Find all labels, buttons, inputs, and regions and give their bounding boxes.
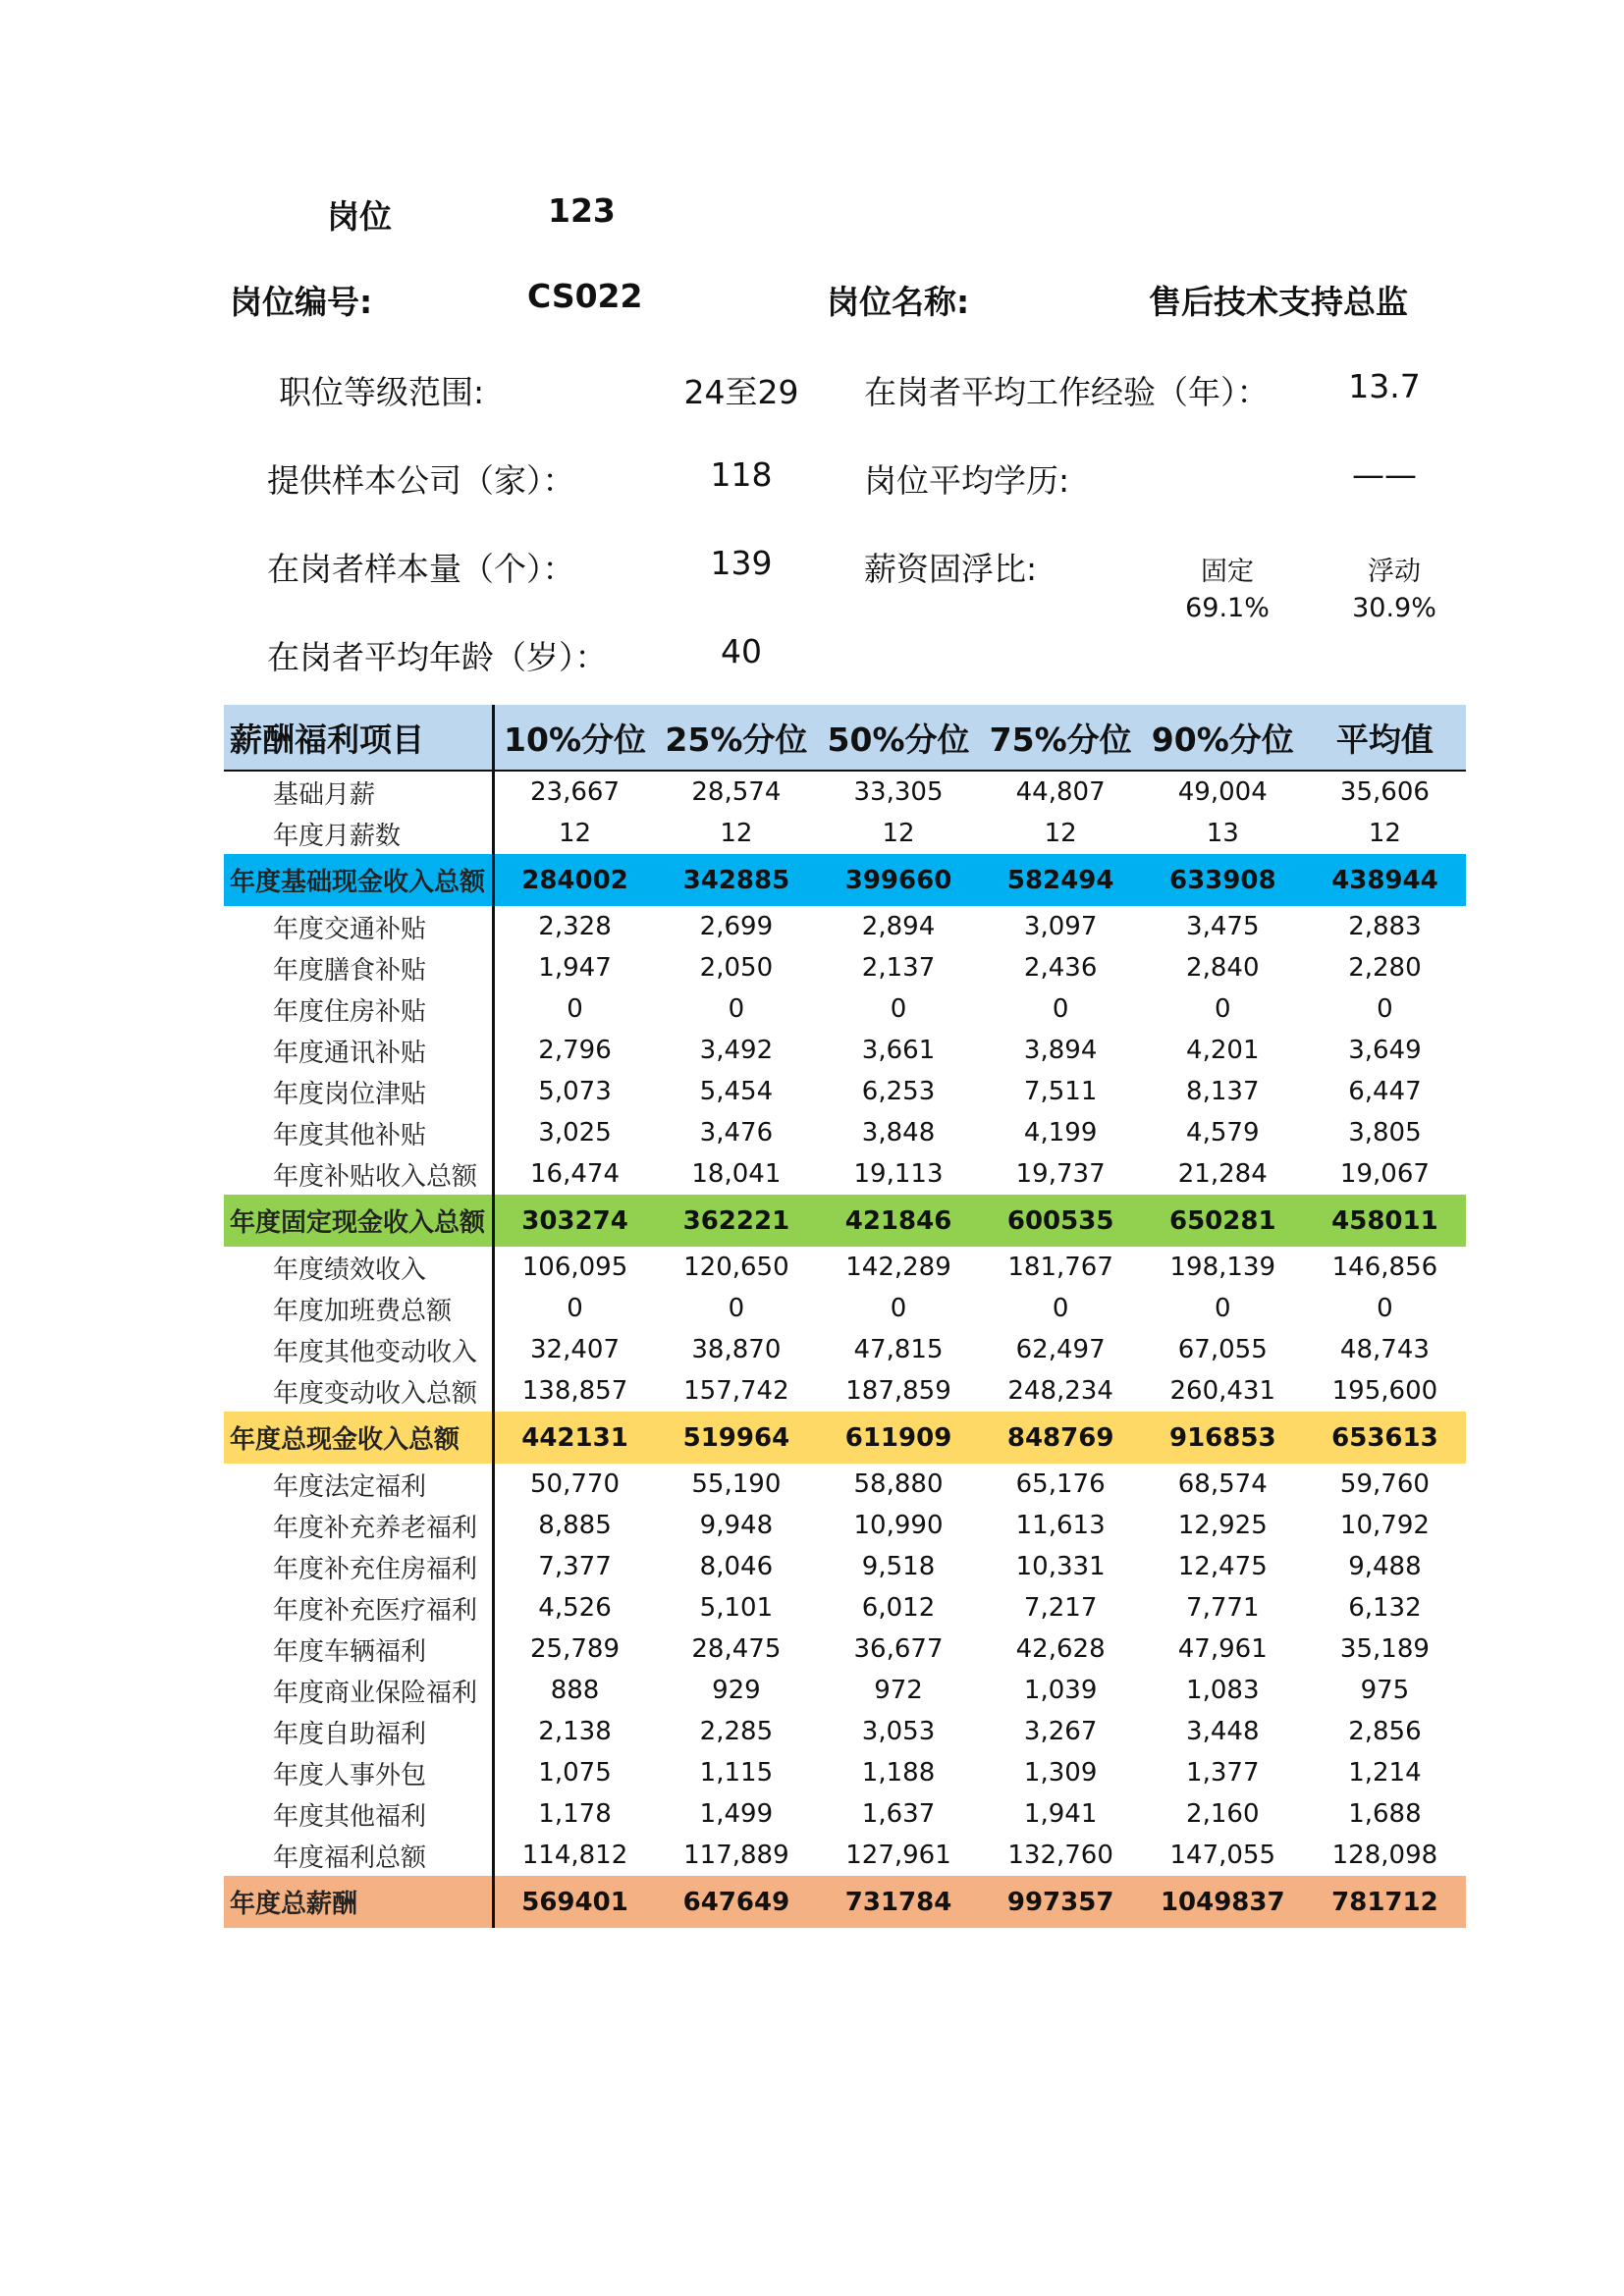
- row-value: 157,742: [683, 1376, 789, 1406]
- row-value: 1,947: [538, 953, 612, 983]
- row-label: 年度固定现金收入总额: [224, 1195, 493, 1247]
- row-value: 21,284: [1177, 1159, 1268, 1189]
- avg-education-label: 岗位平均学历:: [864, 461, 1070, 500]
- row-label: 年度通讯补贴: [224, 1030, 493, 1071]
- row-value: 2,856: [1348, 1717, 1422, 1746]
- row-value: 848769: [1006, 1422, 1114, 1453]
- row-value: 8,046: [699, 1552, 774, 1581]
- row-value: 147,055: [1169, 1841, 1276, 1870]
- position-code-value: CS022: [527, 277, 643, 315]
- row-value: 42,628: [1015, 1634, 1106, 1664]
- row-value: 9,488: [1348, 1552, 1422, 1581]
- position-name-value: 售后技术支持总监: [1149, 283, 1408, 321]
- row-value: 3,025: [538, 1118, 612, 1148]
- row-value: 3,848: [861, 1118, 936, 1148]
- row-value: 3,097: [1023, 912, 1098, 941]
- row-value: 0: [1377, 1294, 1393, 1323]
- row-value: 731784: [844, 1887, 952, 1917]
- header-p75: 75%分位: [980, 705, 1142, 771]
- row-label: 年度人事外包: [224, 1752, 493, 1793]
- row-value: 421846: [844, 1205, 952, 1236]
- row-value: 1,377: [1186, 1758, 1260, 1788]
- row-value: 50,770: [530, 1469, 620, 1499]
- row-value: 5,073: [538, 1077, 612, 1106]
- row-value: 1,309: [1023, 1758, 1098, 1788]
- row-value: 438944: [1331, 865, 1438, 895]
- table-row: [224, 947, 1466, 988]
- row-value: 32,407: [530, 1335, 620, 1364]
- row-label: 年度月薪数: [224, 813, 493, 854]
- table-row: [224, 1587, 1466, 1629]
- row-value: 195,600: [1331, 1376, 1438, 1406]
- total-row: [224, 1412, 1466, 1464]
- row-value: 0: [1052, 1294, 1069, 1323]
- row-value: 1049837: [1160, 1887, 1285, 1917]
- row-value: 0: [728, 994, 745, 1024]
- row-value: 10,990: [853, 1511, 944, 1540]
- row-value: 8,137: [1186, 1077, 1260, 1106]
- table-row: [224, 1464, 1466, 1505]
- row-label: 年度岗位津贴: [224, 1071, 493, 1112]
- row-value: 12,925: [1177, 1511, 1268, 1540]
- grade-range-value: 24至29: [683, 373, 799, 411]
- row-value: 1,188: [861, 1758, 936, 1788]
- salary-table: [224, 705, 1466, 1928]
- sample-companies-label: 提供样本公司（家）：: [267, 461, 575, 500]
- row-value: 1,115: [699, 1758, 774, 1788]
- row-value: 916853: [1168, 1422, 1276, 1453]
- row-label: 年度补充医疗福利: [224, 1587, 493, 1629]
- position-name-label: 岗位名称:: [827, 283, 970, 321]
- row-value: 2,138: [538, 1717, 612, 1746]
- row-value: 25,789: [530, 1634, 620, 1664]
- table-row: [224, 1505, 1466, 1546]
- sample-companies-value: 118: [710, 455, 773, 494]
- row-value: 55,190: [691, 1469, 782, 1499]
- table-row: [224, 1370, 1466, 1412]
- fixed-label: 固定: [1201, 557, 1254, 587]
- row-value: 3,476: [699, 1118, 774, 1148]
- row-value: 1,637: [861, 1799, 936, 1829]
- row-value: 650281: [1168, 1205, 1276, 1236]
- row-label: 年度补充住房福利: [224, 1546, 493, 1587]
- row-value: 3,805: [1348, 1118, 1422, 1148]
- row-label: 年度变动收入总额: [224, 1370, 493, 1412]
- row-label: 年度其他补贴: [224, 1112, 493, 1153]
- position-code-label: 岗位编号:: [230, 283, 373, 321]
- row-value: 142,289: [845, 1253, 951, 1282]
- row-value: 12,475: [1177, 1552, 1268, 1581]
- row-value: 3,661: [861, 1036, 936, 1065]
- row-value: 16,474: [530, 1159, 620, 1189]
- row-label: 基础月薪: [224, 771, 493, 813]
- row-value: 3,475: [1186, 912, 1260, 941]
- row-value: 2,699: [699, 912, 774, 941]
- row-value: 12: [558, 819, 592, 848]
- row-value: 582494: [1006, 865, 1114, 895]
- grade-range-label: 职位等级范围:: [279, 373, 485, 411]
- row-value: 2,160: [1186, 1799, 1260, 1829]
- row-label: 年度加班费总额: [224, 1288, 493, 1329]
- table-row: [224, 1247, 1466, 1288]
- row-value: 1,075: [538, 1758, 612, 1788]
- row-label: 年度车辆福利: [224, 1629, 493, 1670]
- row-value: 117,889: [683, 1841, 789, 1870]
- row-label: 年度法定福利: [224, 1464, 493, 1505]
- float-label: 浮动: [1368, 557, 1421, 587]
- table-row: [224, 813, 1466, 854]
- table-row: [224, 1112, 1466, 1153]
- row-value: 284002: [521, 865, 628, 895]
- row-value: 181,767: [1007, 1253, 1113, 1282]
- row-value: 0: [567, 994, 583, 1024]
- row-value: 132,760: [1007, 1841, 1113, 1870]
- row-value: 1,688: [1348, 1799, 1422, 1829]
- table-row: [224, 1629, 1466, 1670]
- avg-experience-value: 13.7: [1348, 367, 1421, 405]
- row-value: 2,796: [538, 1036, 612, 1065]
- row-value: 3,649: [1348, 1036, 1422, 1065]
- row-value: 399660: [844, 865, 952, 895]
- row-value: 4,526: [538, 1593, 612, 1623]
- row-value: 2,840: [1186, 953, 1260, 983]
- row-label: 年度总现金收入总额: [224, 1412, 493, 1464]
- row-value: 519964: [682, 1422, 790, 1453]
- row-value: 888: [550, 1676, 600, 1705]
- row-value: 0: [1377, 994, 1393, 1024]
- row-label: 年度商业保险福利: [224, 1670, 493, 1711]
- row-value: 303274: [521, 1205, 628, 1236]
- row-value: 4,199: [1023, 1118, 1098, 1148]
- header-p10: 10%分位: [493, 705, 655, 771]
- row-label: 年度住房补贴: [224, 988, 493, 1030]
- position-value: 123: [548, 191, 616, 230]
- row-value: 47,961: [1177, 1634, 1268, 1664]
- row-value: 569401: [521, 1887, 628, 1917]
- row-value: 62,497: [1015, 1335, 1106, 1364]
- float-value: 30.9%: [1352, 593, 1436, 623]
- row-value: 1,178: [538, 1799, 612, 1829]
- row-value: 1,039: [1023, 1676, 1098, 1705]
- row-value: 7,511: [1023, 1077, 1098, 1106]
- row-label: 年度其他福利: [224, 1793, 493, 1835]
- row-value: 7,377: [538, 1552, 612, 1581]
- row-value: 0: [890, 1294, 907, 1323]
- row-value: 10,792: [1339, 1511, 1430, 1540]
- row-value: 458011: [1331, 1205, 1438, 1236]
- table-row: [224, 906, 1466, 947]
- row-value: 9,948: [699, 1511, 774, 1540]
- row-value: 653613: [1331, 1422, 1438, 1453]
- row-value: 0: [1052, 994, 1069, 1024]
- total-row: [224, 1876, 1466, 1928]
- header-p50: 50%分位: [817, 705, 979, 771]
- row-label: 年度福利总额: [224, 1835, 493, 1876]
- row-value: 1,941: [1023, 1799, 1098, 1829]
- row-value: 58,880: [853, 1469, 944, 1499]
- row-value: 12: [720, 819, 753, 848]
- row-value: 2,137: [861, 953, 936, 983]
- row-value: 28,475: [691, 1634, 782, 1664]
- row-value: 68,574: [1177, 1469, 1268, 1499]
- row-value: 59,760: [1339, 1469, 1430, 1499]
- row-value: 2,328: [538, 912, 612, 941]
- row-value: 12: [1044, 819, 1077, 848]
- header-p25: 25%分位: [655, 705, 817, 771]
- row-value: 2,285: [699, 1717, 774, 1746]
- row-value: 2,280: [1348, 953, 1422, 983]
- row-value: 6,132: [1348, 1593, 1422, 1623]
- row-value: 12: [882, 819, 915, 848]
- row-value: 781712: [1331, 1887, 1438, 1917]
- row-value: 342885: [682, 865, 790, 895]
- row-value: 997357: [1006, 1887, 1114, 1917]
- row-value: 647649: [682, 1887, 790, 1917]
- row-value: 19,737: [1015, 1159, 1106, 1189]
- row-value: 6,253: [861, 1077, 936, 1106]
- row-label: 年度补贴收入总额: [224, 1153, 493, 1195]
- row-value: 442131: [521, 1422, 628, 1453]
- table-header-row: [224, 705, 1466, 771]
- row-value: 35,189: [1339, 1634, 1430, 1664]
- row-value: 1,499: [699, 1799, 774, 1829]
- row-value: 0: [567, 1294, 583, 1323]
- row-value: 2,050: [699, 953, 774, 983]
- table-row: [224, 771, 1466, 813]
- row-value: 106,095: [521, 1253, 628, 1282]
- row-value: 128,098: [1331, 1841, 1438, 1870]
- row-value: 120,650: [683, 1253, 789, 1282]
- row-value: 3,448: [1186, 1717, 1260, 1746]
- row-value: 975: [1360, 1676, 1410, 1705]
- fixed-float-ratio-label: 薪资固浮比:: [864, 550, 1038, 588]
- row-value: 35,606: [1339, 777, 1430, 807]
- row-value: 11,613: [1015, 1511, 1106, 1540]
- row-value: 48,743: [1339, 1335, 1430, 1364]
- row-label: 年度总薪酬: [224, 1876, 493, 1928]
- row-value: 1,214: [1348, 1758, 1422, 1788]
- row-value: 23,667: [530, 777, 620, 807]
- row-value: 28,574: [691, 777, 782, 807]
- row-value: 362221: [682, 1205, 790, 1236]
- row-value: 0: [1214, 1294, 1231, 1323]
- row-label: 年度交通补贴: [224, 906, 493, 947]
- avg-experience-label: 在岗者平均工作经验（年）：: [864, 373, 1270, 411]
- position-label: 岗位: [327, 197, 392, 236]
- row-value: 600535: [1006, 1205, 1114, 1236]
- row-value: 67,055: [1177, 1335, 1268, 1364]
- row-value: 138,857: [521, 1376, 628, 1406]
- row-value: 5,454: [699, 1077, 774, 1106]
- row-value: 3,492: [699, 1036, 774, 1065]
- total-row: [224, 854, 1466, 906]
- row-value: 49,004: [1177, 777, 1268, 807]
- sample-size-label: 在岗者样本量（个）：: [267, 550, 575, 588]
- row-value: 38,870: [691, 1335, 782, 1364]
- row-value: 146,856: [1331, 1253, 1438, 1282]
- row-value: 633908: [1168, 865, 1276, 895]
- row-value: 9,518: [861, 1552, 936, 1581]
- table-row: [224, 1835, 1466, 1876]
- row-value: 44,807: [1015, 777, 1106, 807]
- row-value: 2,436: [1023, 953, 1098, 983]
- row-value: 248,234: [1007, 1376, 1113, 1406]
- header-average: 平均值: [1304, 705, 1466, 771]
- table-row: [224, 1329, 1466, 1370]
- row-value: 36,677: [853, 1634, 944, 1664]
- row-value: 114,812: [521, 1841, 628, 1870]
- row-label: 年度基础现金收入总额: [224, 854, 493, 906]
- row-value: 3,267: [1023, 1717, 1098, 1746]
- row-value: 8,885: [538, 1511, 612, 1540]
- table-row: [224, 1546, 1466, 1587]
- row-value: 12: [1368, 819, 1401, 848]
- row-value: 10,331: [1015, 1552, 1106, 1581]
- row-value: 187,859: [845, 1376, 951, 1406]
- row-value: 260,431: [1169, 1376, 1276, 1406]
- row-value: 19,067: [1339, 1159, 1430, 1189]
- row-label: 年度自助福利: [224, 1711, 493, 1752]
- table-row: [224, 1670, 1466, 1711]
- row-value: 127,961: [845, 1841, 951, 1870]
- total-row: [224, 1195, 1466, 1247]
- row-value: 47,815: [853, 1335, 944, 1364]
- row-value: 611909: [844, 1422, 952, 1453]
- row-value: 0: [728, 1294, 745, 1323]
- row-value: 4,201: [1186, 1036, 1260, 1065]
- row-value: 198,139: [1169, 1253, 1276, 1282]
- row-value: 1,083: [1186, 1676, 1260, 1705]
- header-item: 薪酬福利项目: [224, 705, 493, 771]
- row-value: 0: [1214, 994, 1231, 1024]
- row-label: 年度其他变动收入: [224, 1329, 493, 1370]
- avg-education-value: ——: [1352, 455, 1417, 494]
- table-row: [224, 1711, 1466, 1752]
- table-row: [224, 1288, 1466, 1329]
- avg-age-label: 在岗者平均年龄（岁）：: [267, 638, 608, 676]
- table-row: [224, 1752, 1466, 1793]
- row-value: 2,894: [861, 912, 936, 941]
- row-label: 年度补充养老福利: [224, 1505, 493, 1546]
- row-label: 年度膳食补贴: [224, 947, 493, 988]
- table-row: [224, 1793, 1466, 1835]
- row-value: 3,894: [1023, 1036, 1098, 1065]
- table-row: [224, 1153, 1466, 1195]
- row-value: 972: [874, 1676, 923, 1705]
- sample-size-value: 139: [710, 544, 773, 582]
- row-value: 4,579: [1186, 1118, 1260, 1148]
- row-value: 6,447: [1348, 1077, 1422, 1106]
- row-value: 33,305: [853, 777, 944, 807]
- row-value: 18,041: [691, 1159, 782, 1189]
- row-value: 7,771: [1186, 1593, 1260, 1623]
- row-value: 0: [890, 994, 907, 1024]
- table-row: [224, 1030, 1466, 1071]
- row-value: 13: [1206, 819, 1239, 848]
- row-value: 19,113: [853, 1159, 944, 1189]
- header-p90: 90%分位: [1142, 705, 1304, 771]
- row-value: 6,012: [861, 1593, 936, 1623]
- avg-age-value: 40: [721, 632, 762, 670]
- row-value: 65,176: [1015, 1469, 1106, 1499]
- table-row: [224, 988, 1466, 1030]
- table-body: [224, 771, 1466, 1928]
- fixed-value: 69.1%: [1185, 593, 1270, 623]
- row-value: 7,217: [1023, 1593, 1098, 1623]
- table-row: [224, 1071, 1466, 1112]
- row-label: 年度绩效收入: [224, 1247, 493, 1288]
- row-value: 929: [712, 1676, 761, 1705]
- row-value: 2,883: [1348, 912, 1422, 941]
- row-value: 5,101: [699, 1593, 774, 1623]
- row-value: 3,053: [861, 1717, 936, 1746]
